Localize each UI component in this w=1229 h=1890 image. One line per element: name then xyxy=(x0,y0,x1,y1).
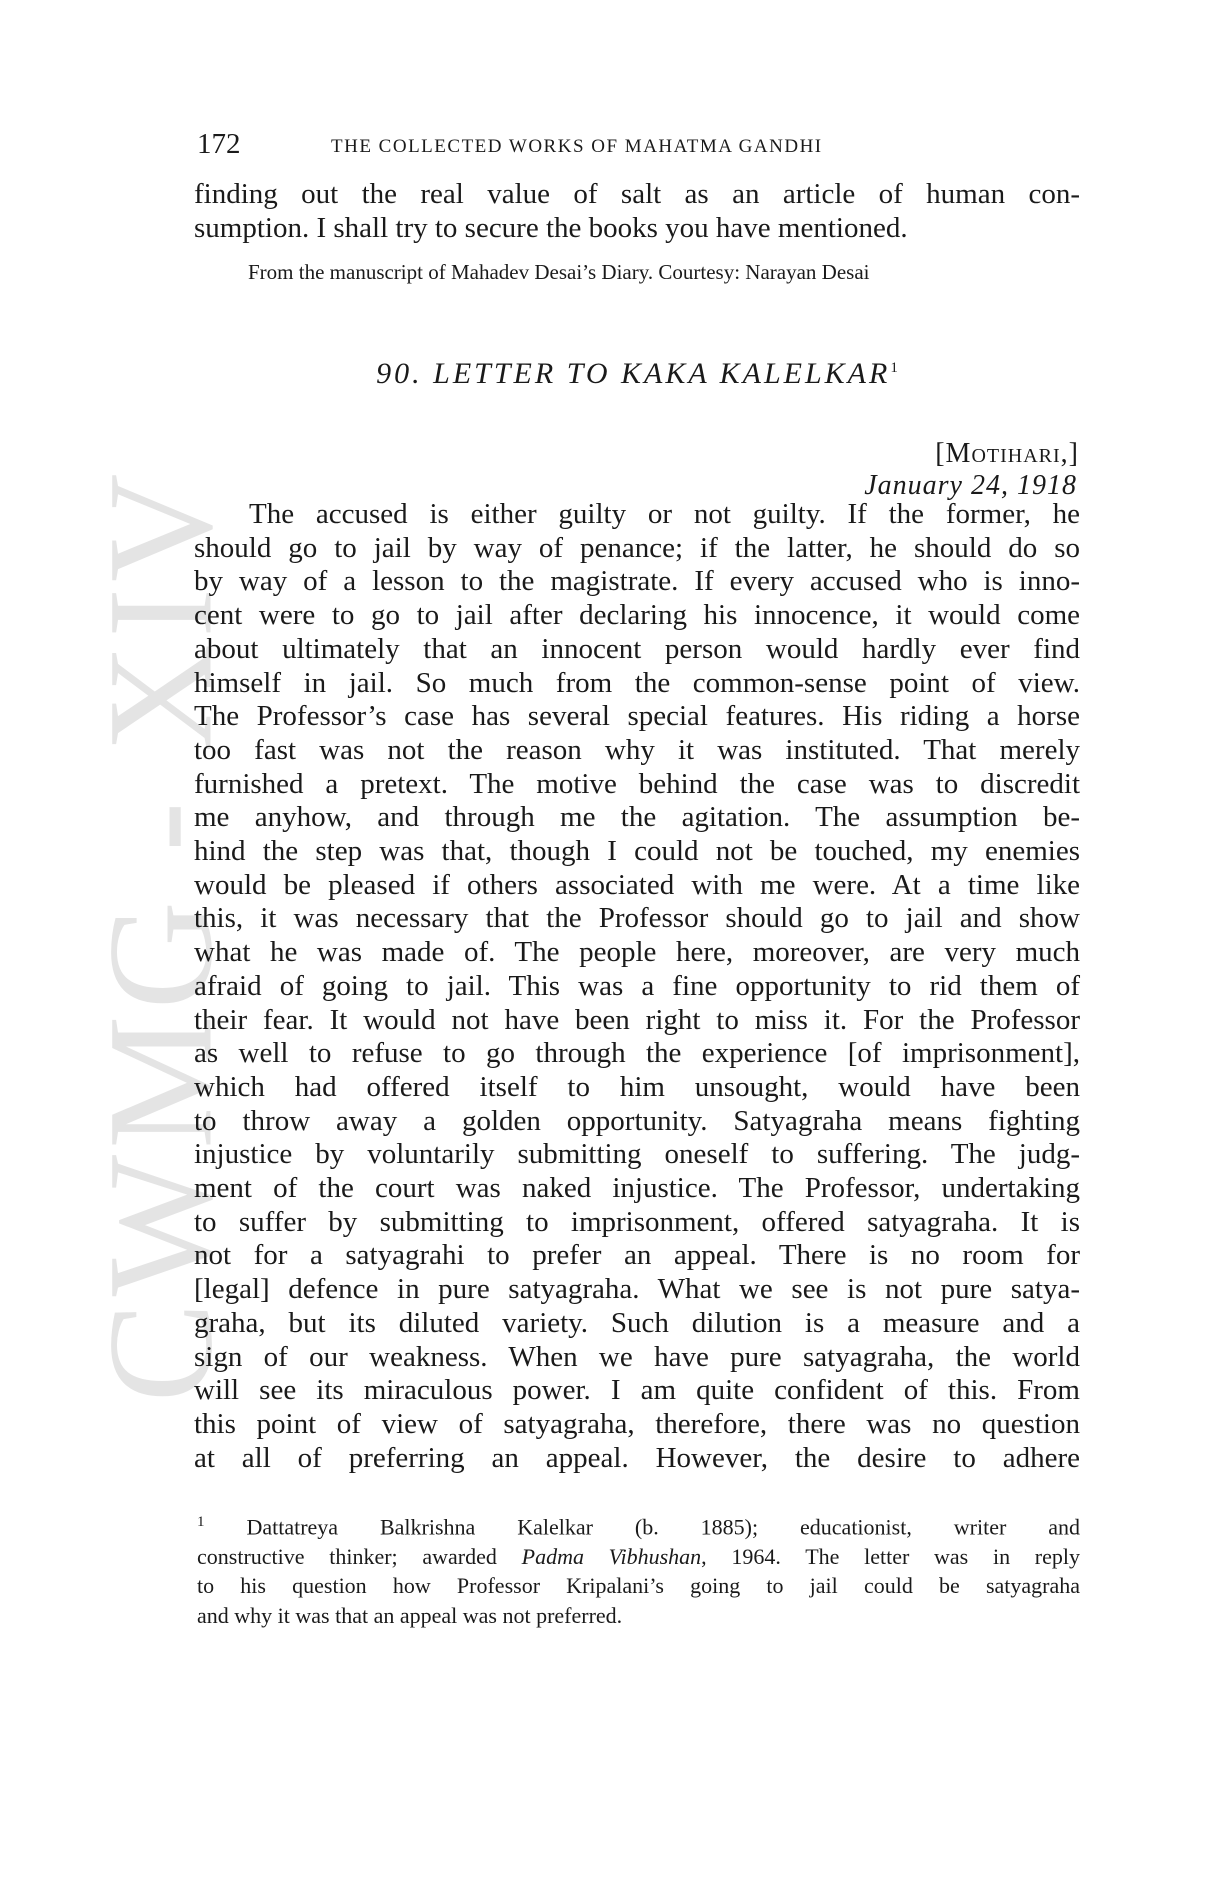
text-line: to suffer by submitting to imprisonment, offered satyagraha. It is xyxy=(194,1205,1080,1238)
text-line: which had offered itself to him unsought, would have been xyxy=(194,1070,1080,1103)
footnote-line xyxy=(197,1508,1080,1542)
award-name: Padma Vibhushan xyxy=(521,1543,702,1569)
text-line xyxy=(194,498,1080,532)
text-line: ment of the court was naked injustice. The Professor, undertaking xyxy=(194,1172,1080,1205)
text-line: afraid of going to jail. This was a fine opportunity to rid them of xyxy=(194,969,1080,1002)
text-line: furnished a pretext. The motive behind the case was to discredit xyxy=(194,767,1080,800)
text-line: sumption. I shall try to secure the books you have mentioned. xyxy=(194,211,908,244)
footnote-line xyxy=(197,1542,1080,1572)
letter-date: January 24, 1918 xyxy=(864,470,1077,501)
text-line: as well to refuse to go through the experience [of imprisonment], xyxy=(194,1037,1080,1070)
continued-paragraph xyxy=(194,178,1080,245)
letter-body xyxy=(194,498,1080,1475)
text-line: graha, but its diluted variety. Such dilution is a measure and a xyxy=(194,1306,1080,1339)
text-line: should go to jail by way of penance; if the latter, he should do so xyxy=(194,531,1080,564)
footnote-text: constructive thinker; awarded xyxy=(197,1543,522,1569)
text-line: not for a satyagrahi to prefer an appeal. There is no room for xyxy=(194,1239,1080,1272)
text-line: to throw away a golden opportunity. Satyagraha means fighting xyxy=(194,1104,1080,1137)
page-number: 172 xyxy=(197,128,241,160)
text-line: will see its miraculous power. I am quite confident of this. From xyxy=(194,1374,1080,1407)
place-text: [Motihari,] xyxy=(935,438,1079,469)
text-line: sign of our weakness. When we have pure satyagraha, the world xyxy=(194,1340,1080,1373)
text-line: what he was made of. The people here, moreover, are very much xyxy=(194,936,1080,969)
footnote xyxy=(197,1508,1080,1630)
text-line-content: The accused is either guilty or not guilty. If the former, he xyxy=(249,498,1080,530)
letter-place xyxy=(935,438,1079,470)
letter-heading xyxy=(194,357,1080,391)
footnote-marker: 1 xyxy=(197,1514,205,1530)
book-title: THE COLLECTED WORKS OF MAHATMA GANDHI xyxy=(331,136,823,157)
text-line: cent were to go to jail after declaring his innocence, it would come xyxy=(194,599,1080,632)
text-line: hind the step was that, though I could not be touched, my enemies xyxy=(194,835,1080,868)
text-line: himself in jail. So much from the common-sense point of view. xyxy=(194,666,1080,699)
text-line: their fear. It would not have been right to miss it. For the Professor xyxy=(194,1003,1080,1036)
text-line: me anyhow, and through me the agitation. The assumption be- xyxy=(194,801,1080,834)
text-line: would be pleased if others associated with me were. At a time like xyxy=(194,868,1080,901)
text-line: about ultimately that an innocent person would hardly ever find xyxy=(194,632,1080,665)
text-line: this point of view of satyagraha, therefore, there was no question xyxy=(194,1407,1080,1440)
footnote-reference: 1 xyxy=(890,360,898,376)
text-line: finding out the real value of salt as an article of human con- xyxy=(194,178,1080,210)
text-line: [legal] defence in pure satyagraha. What we see is not pure satya- xyxy=(194,1273,1080,1306)
text-line: this, it was necessary that the Professor should go to jail and show xyxy=(194,902,1080,935)
source-note: From the manuscript of Mahadev Desai’s Diary. Courtesy: Narayan Desai xyxy=(248,260,870,284)
letter-heading-text: 90. LETTER TO KAKA KALELKAR xyxy=(376,357,891,390)
footnote-line-content: Dattatreya Balkrishna Kalelkar (b. 1885); educationist, writer and xyxy=(246,1514,1080,1540)
footnote-text: , 1964. The letter was in reply xyxy=(701,1543,1080,1569)
text-line: The Professor’s case has several special features. His riding a horse xyxy=(194,700,1080,733)
footnote-line: and why it was that an appeal was not preferred. xyxy=(197,1602,623,1628)
text-line: by way of a lesson to the magistrate. If every accused who is inno- xyxy=(194,565,1080,598)
watermark-text: CWMG - XIV xyxy=(77,467,244,1403)
running-head xyxy=(197,128,1077,168)
text-line: too fast was not the reason why it was instituted. That merely xyxy=(194,733,1080,766)
text-line: at all of preferring an appeal. However, the desire to adhere xyxy=(194,1441,1080,1474)
footnote-line: to his question how Professor Kripalani’s going to jail could be satyagraha xyxy=(197,1573,1080,1599)
text-line: injustice by voluntarily submitting oneself to suffering. The judg- xyxy=(194,1138,1080,1171)
